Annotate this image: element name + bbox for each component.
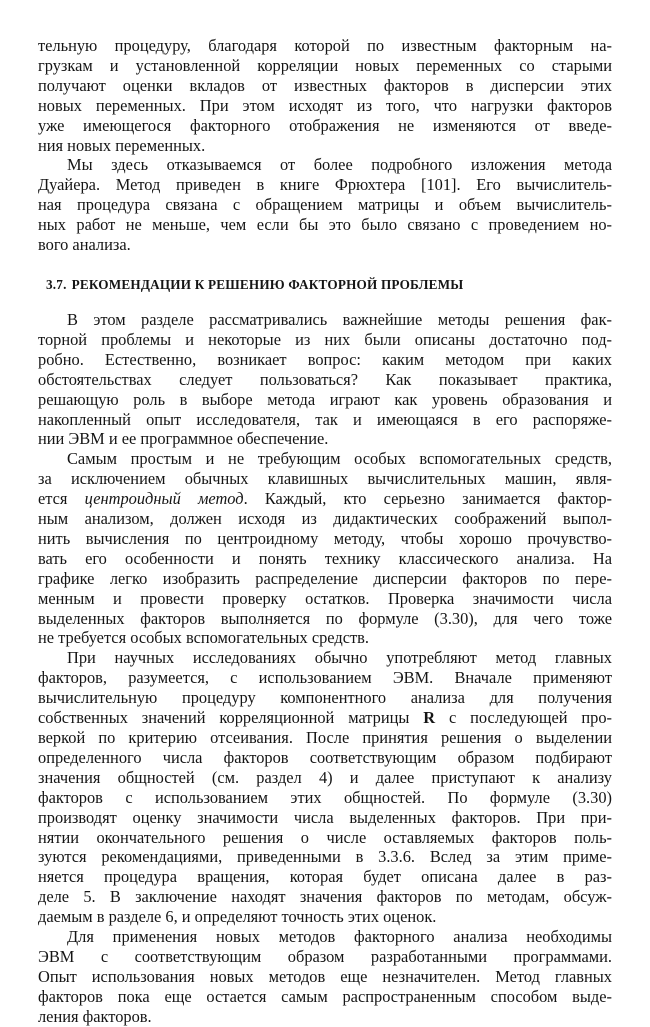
- text-line: менным и провести проверку остатков. Проверка значимости числа: [38, 588, 612, 608]
- text-line: Опыт использования новых методов еще незначителен. Метод главных: [38, 966, 612, 986]
- text-line: вычислительную процедуру компонентного анализа для получения: [38, 688, 612, 708]
- section-title: РЕКОМЕНДАЦИИ К РЕШЕНИЮ ФАКТОРНОЙ ПРОБЛЕМЫ: [71, 276, 464, 292]
- text-line: ния новых переменных.: [38, 135, 206, 155]
- text-line: обстоятельствах следует пользоваться? Как показывает практика,: [38, 369, 612, 389]
- paragraph-principal-factors: [38, 648, 612, 927]
- text-line: няется процедура вращения, которая будет описана далее в раз-: [38, 867, 612, 887]
- book-page: [38, 36, 612, 1027]
- intro-paragraph: [38, 36, 612, 155]
- text-line: грузкам и установленной корреляции новых переменных со старыми: [38, 55, 612, 75]
- text-line: графике легко изобразить распределение дисперсии факторов по пере-: [38, 568, 612, 588]
- matrix-symbol: R: [423, 708, 436, 728]
- text-fragment: . Каждый, кто серьезно занимается фактор-: [243, 489, 612, 509]
- text-fragment: с последующей про-: [435, 708, 612, 728]
- text-line: значения общностей (см. раздел 4) и далее приступают к анализу: [38, 767, 612, 787]
- text-line: вого анализа.: [38, 235, 131, 255]
- text-line: за исключением обычных клавишных вычислительных машин, явля-: [38, 469, 612, 489]
- text-line: Мы здесь отказываемся от более подробного изложения метода: [67, 155, 612, 175]
- text-line-with-matrix: [38, 708, 612, 728]
- text-line: ных работ не меньше, чем если бы это было связано с проведением но-: [38, 215, 612, 235]
- text-line: Дуайера. Метод приведен в книге Фрюхтера [101]. Его вычислитель-: [38, 175, 612, 195]
- text-line: ным анализом, должен исходя из дидактических соображений выпол-: [38, 509, 612, 529]
- text-line: даемым в разделе 6, и определяют точность этих оценок.: [38, 907, 437, 927]
- text-fragment: ется: [38, 489, 85, 509]
- text-line-with-emphasis: [38, 489, 612, 509]
- text-line: вать его особенности и понять технику классического анализа. На: [38, 548, 612, 568]
- paragraph-new-methods: [38, 927, 612, 1027]
- text-line: ления факторов.: [38, 1006, 152, 1026]
- text-line: При научных исследованиях обычно употребляют метод главных: [67, 648, 612, 668]
- text-line: Для применения новых методов факторного анализа необходимы: [67, 927, 612, 947]
- text-line: уже имеющегося факторного отображения не изменяются от введе-: [38, 115, 612, 135]
- paragraph-centroid-method: [38, 449, 612, 648]
- text-line: тельную процедуру, благодаря которой по известным факторным на-: [38, 36, 612, 55]
- text-line: Самым простым и не требующим особых вспомогательных средств,: [67, 449, 612, 469]
- text-line: производят оценку значимости числа выделенных факторов. При при-: [38, 807, 612, 827]
- text-fragment: собственных значений корреляционной матрицы: [38, 708, 424, 728]
- text-line: нятии окончательного решения о числе оставляемых факторов поль-: [38, 827, 612, 847]
- text-line: решающую роль в выборе метода играют как уровень образования и: [38, 389, 612, 409]
- text-line: ЭВМ с соответствующим образом разработанными программами.: [38, 946, 612, 966]
- paragraph-methods-overview: [38, 310, 612, 449]
- dwyer-paragraph: [38, 155, 612, 255]
- text-line: робно. Естественно, возникает вопрос: каким методом при каких: [38, 349, 612, 369]
- text-line: веркой по критерию отсеивания. После принятия решения о выделении: [38, 728, 612, 747]
- text-line: определенного числа факторов соответствующим образом подбирают: [38, 747, 612, 767]
- text-line: факторов пока еще остается самым распространенным способом выде-: [38, 986, 612, 1006]
- text-line: накопленный опыт исследователя, так и имеющаяся в его распоряже-: [38, 409, 612, 429]
- text-line: В этом разделе рассматривались важнейшие методы решения фак-: [67, 309, 612, 329]
- text-line: получают оценки вкладов от известных факторов в дисперсии этих: [38, 75, 612, 95]
- text-line: новых переменных. При этом исходят из того, что нагрузки факторов: [38, 95, 612, 115]
- text-line: деле 5. В заключение находят значения факторов по методам, обсуж-: [38, 887, 612, 907]
- text-line: факторов, разумеется, с использованием ЭВМ. Вначале применяют: [38, 668, 612, 688]
- text-line: ная процедура связана с обращением матрицы и объем вычислитель-: [38, 195, 612, 215]
- text-line: нии ЭВМ и ее программное обеспечение.: [38, 429, 329, 449]
- section-number: 3.7.: [46, 276, 67, 292]
- text-line: торной проблемы и некоторые из них были описаны достаточно под-: [38, 329, 612, 349]
- section-heading: [46, 276, 612, 294]
- emphasized-term: центроидный метод: [84, 489, 244, 509]
- text-line: зуются рекомендациями, приведенными в 3.3.6. Вслед за этим приме-: [38, 847, 612, 867]
- text-line: выделенных факторов выполняется по формуле (3.30), для чего тоже: [38, 608, 612, 628]
- text-line: не требуется особых вспомогательных средств.: [38, 628, 369, 648]
- text-line: факторов с использованием этих общностей. По формуле (3.30): [38, 787, 612, 807]
- text-line: нить вычисления по центроидному методу, чтобы хорошо прочувство-: [38, 528, 612, 548]
